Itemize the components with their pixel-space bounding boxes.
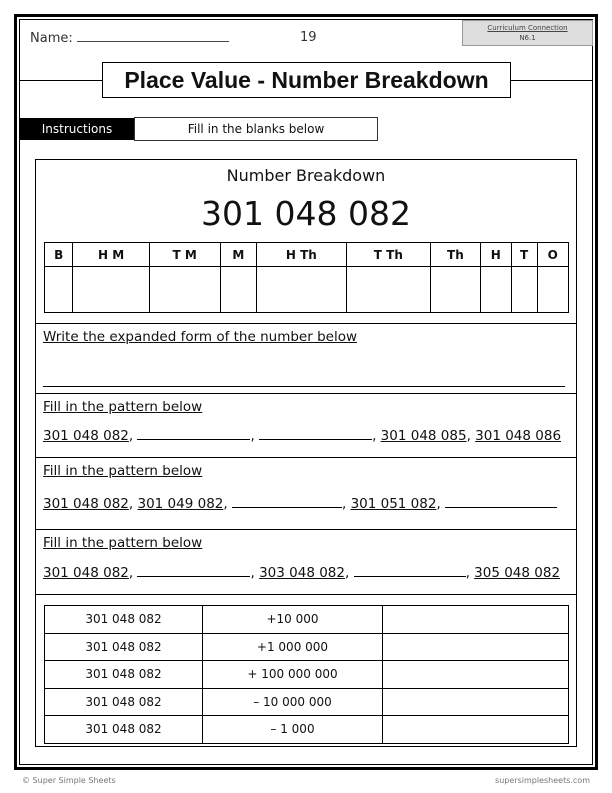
operation-change: + 100 000 000 [203, 661, 383, 689]
pv-header-ones: O [537, 243, 568, 267]
curriculum-badge [462, 20, 593, 46]
pattern-3-blank[interactable] [354, 564, 466, 577]
pattern-1-blank[interactable] [137, 427, 250, 440]
pv-header-hundred-millions: H M [73, 243, 149, 267]
pattern-3-prompt: Fill in the pattern below [43, 535, 203, 551]
pv-cell-hundred-thousands[interactable] [257, 267, 347, 313]
pattern-2-value: 301 048 082 [43, 496, 129, 512]
table-row [45, 633, 569, 661]
pattern-1-value: 301 048 082 [43, 428, 129, 444]
section-divider [36, 393, 576, 394]
pv-header-thousands: Th [431, 243, 481, 267]
pattern-1-blank[interactable] [259, 427, 372, 440]
pv-cell-ten-thousands[interactable] [346, 267, 430, 313]
title-rule-right [511, 80, 593, 81]
section-divider [36, 594, 576, 595]
pv-cell-ten-millions[interactable] [149, 267, 220, 313]
operation-number: 301 048 082 [45, 661, 203, 689]
expanded-form-prompt: Write the expanded form of the number below [43, 329, 357, 345]
table-row [45, 716, 569, 744]
pv-cell-hundreds[interactable] [480, 267, 511, 313]
name-label: Name: [30, 31, 73, 46]
pattern-1-sequence: 301 048 082, , , 301 048 085, 301 048 086 [43, 428, 562, 444]
operation-change: – 1 000 [203, 716, 383, 744]
pattern-1-value: 301 048 086 [475, 428, 562, 444]
target-number: 301 048 082 [201, 194, 411, 233]
footer-copyright: © Super Simple Sheets [22, 776, 116, 785]
operation-number: 301 048 082 [45, 606, 203, 634]
operations-table [44, 605, 569, 744]
expanded-form-answer-line[interactable] [43, 386, 565, 387]
curriculum-code: N6.1 [519, 34, 536, 42]
pattern-3-sequence: 301 048 082, , 303 048 082, , 305 048 082 [43, 565, 561, 581]
pv-header-ten-thousands: T Th [346, 243, 430, 267]
pattern-2-value: 301 051 082 [350, 496, 437, 512]
pv-header-hundred-thousands: H Th [257, 243, 347, 267]
section-divider [36, 529, 576, 530]
table-row [45, 688, 569, 716]
place-value-table [44, 242, 569, 313]
pattern-3-value: 303 048 082 [259, 565, 345, 581]
title-rule-left [20, 80, 102, 81]
pattern-3-value: 301 048 082 [43, 565, 129, 581]
operation-number: 301 048 082 [45, 688, 203, 716]
pattern-2-value: 301 049 082 [137, 496, 224, 512]
page-title: Place Value - Number Breakdown [102, 62, 511, 98]
pv-header-tens: T [511, 243, 537, 267]
pattern-2-sequence: 301 048 082, 301 049 082, , 301 051 082, [43, 495, 557, 512]
breakdown-heading: Number Breakdown [226, 166, 386, 185]
operation-answer-cell[interactable] [383, 633, 569, 661]
footer-website: supersimplesheets.com [495, 776, 590, 785]
table-row [45, 661, 569, 689]
name-blank[interactable] [77, 30, 229, 42]
curriculum-title: Curriculum Connection [487, 24, 568, 32]
operation-change: – 10 000 000 [203, 688, 383, 716]
operation-number: 301 048 082 [45, 716, 203, 744]
operation-change: +10 000 [203, 606, 383, 634]
section-divider [36, 323, 576, 324]
operation-answer-cell[interactable] [383, 606, 569, 634]
pv-cell-tens[interactable] [511, 267, 537, 313]
pv-cell-hundred-millions[interactable] [73, 267, 149, 313]
pattern-2-blank[interactable] [232, 495, 342, 508]
pattern-3-blank[interactable] [137, 564, 250, 577]
pattern-2-prompt: Fill in the pattern below [43, 463, 203, 479]
section-divider [36, 457, 576, 458]
pv-header-millions: M [220, 243, 256, 267]
pv-header-hundreds: H [480, 243, 511, 267]
pv-cell-billions[interactable] [45, 267, 73, 313]
pattern-1-value: 301 048 085 [380, 428, 467, 444]
operation-answer-cell[interactable] [383, 688, 569, 716]
table-row [45, 606, 569, 634]
pv-cell-thousands[interactable] [431, 267, 481, 313]
pattern-3-value: 305 048 082 [474, 565, 561, 581]
instructions-label: Instructions [20, 118, 134, 140]
pv-header-billions: B [45, 243, 73, 267]
operation-answer-cell[interactable] [383, 716, 569, 744]
pattern-1-prompt: Fill in the pattern below [43, 399, 203, 415]
pattern-2-blank[interactable] [445, 495, 557, 508]
pv-cell-millions[interactable] [220, 267, 256, 313]
page-number: 19 [300, 30, 317, 45]
name-field [30, 30, 229, 46]
instructions-text: Fill in the blanks below [134, 117, 378, 141]
pv-cell-ones[interactable] [537, 267, 568, 313]
operation-change: +1 000 000 [203, 633, 383, 661]
operation-answer-cell[interactable] [383, 661, 569, 689]
operation-number: 301 048 082 [45, 633, 203, 661]
pv-header-ten-millions: T M [149, 243, 220, 267]
